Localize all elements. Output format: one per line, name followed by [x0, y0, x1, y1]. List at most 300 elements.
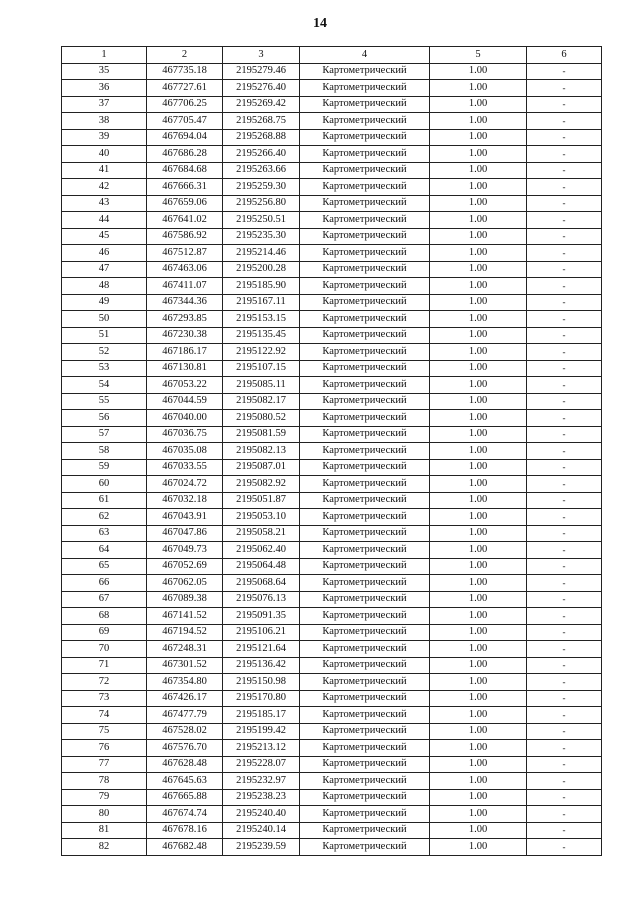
description-cell: -	[527, 278, 602, 295]
method-cell: Картометрический	[300, 839, 430, 856]
accuracy-cell: 1.00	[430, 261, 527, 278]
description-cell: -	[527, 476, 602, 493]
x-coordinate-cell: 467727.61	[147, 80, 223, 97]
x-coordinate-cell: 467052.69	[147, 558, 223, 575]
y-coordinate-cell: 2195091.35	[223, 608, 300, 625]
method-cell: Картометрический	[300, 443, 430, 460]
accuracy-cell: 1.00	[430, 624, 527, 641]
accuracy-cell: 1.00	[430, 822, 527, 839]
point-number-cell: 52	[62, 344, 147, 361]
table-row	[62, 509, 602, 526]
description-cell: -	[527, 542, 602, 559]
table-row	[62, 113, 602, 130]
accuracy-cell: 1.00	[430, 96, 527, 113]
y-coordinate-cell: 2195058.21	[223, 525, 300, 542]
method-cell: Картометрический	[300, 294, 430, 311]
table-row	[62, 591, 602, 608]
y-coordinate-cell: 2195082.92	[223, 476, 300, 493]
y-coordinate-cell: 2195136.42	[223, 657, 300, 674]
point-number-cell: 75	[62, 723, 147, 740]
description-cell: -	[527, 641, 602, 658]
table-row	[62, 377, 602, 394]
description-cell: -	[527, 195, 602, 212]
description-cell: -	[527, 443, 602, 460]
method-cell: Картометрический	[300, 162, 430, 179]
x-coordinate-cell: 467426.17	[147, 690, 223, 707]
y-coordinate-cell: 2195213.12	[223, 740, 300, 757]
x-coordinate-cell: 467035.08	[147, 443, 223, 460]
table-row	[62, 641, 602, 658]
point-number-cell: 68	[62, 608, 147, 625]
description-cell: -	[527, 773, 602, 790]
point-number-cell: 39	[62, 129, 147, 146]
x-coordinate-cell: 467705.47	[147, 113, 223, 130]
table-row	[62, 96, 602, 113]
description-cell: -	[527, 129, 602, 146]
point-number-cell: 71	[62, 657, 147, 674]
table-row	[62, 542, 602, 559]
method-cell: Картометрический	[300, 327, 430, 344]
y-coordinate-cell: 2195268.88	[223, 129, 300, 146]
point-number-cell: 35	[62, 63, 147, 80]
y-coordinate-cell: 2195240.14	[223, 822, 300, 839]
point-number-cell: 79	[62, 789, 147, 806]
x-coordinate-cell: 467674.74	[147, 806, 223, 823]
x-coordinate-cell: 467344.36	[147, 294, 223, 311]
y-coordinate-cell: 2195085.11	[223, 377, 300, 394]
y-coordinate-cell: 2195214.46	[223, 245, 300, 262]
y-coordinate-cell: 2195238.23	[223, 789, 300, 806]
method-cell: Картометрический	[300, 212, 430, 229]
table-body	[62, 63, 602, 855]
x-coordinate-cell: 467463.06	[147, 261, 223, 278]
point-number-cell: 57	[62, 426, 147, 443]
accuracy-cell: 1.00	[430, 641, 527, 658]
column-header-1: 1	[62, 47, 147, 64]
method-cell: Картометрический	[300, 657, 430, 674]
y-coordinate-cell: 2195259.30	[223, 179, 300, 196]
y-coordinate-cell: 2195263.66	[223, 162, 300, 179]
method-cell: Картометрический	[300, 311, 430, 328]
point-number-cell: 77	[62, 756, 147, 773]
accuracy-cell: 1.00	[430, 294, 527, 311]
x-coordinate-cell: 467684.68	[147, 162, 223, 179]
table-row	[62, 261, 602, 278]
method-cell: Картометрический	[300, 195, 430, 212]
accuracy-cell: 1.00	[430, 113, 527, 130]
x-coordinate-cell: 467682.48	[147, 839, 223, 856]
description-cell: -	[527, 311, 602, 328]
x-coordinate-cell: 467354.80	[147, 674, 223, 691]
table-row	[62, 344, 602, 361]
point-number-cell: 60	[62, 476, 147, 493]
point-number-cell: 64	[62, 542, 147, 559]
method-cell: Картометрический	[300, 80, 430, 97]
description-cell: -	[527, 426, 602, 443]
description-cell: -	[527, 327, 602, 344]
method-cell: Картометрический	[300, 558, 430, 575]
method-cell: Картометрический	[300, 789, 430, 806]
x-coordinate-cell: 467293.85	[147, 311, 223, 328]
point-number-cell: 78	[62, 773, 147, 790]
table-row	[62, 657, 602, 674]
description-cell: -	[527, 261, 602, 278]
method-cell: Картометрический	[300, 360, 430, 377]
accuracy-cell: 1.00	[430, 707, 527, 724]
x-coordinate-cell: 467024.72	[147, 476, 223, 493]
description-cell: -	[527, 146, 602, 163]
point-number-cell: 48	[62, 278, 147, 295]
method-cell: Картометрический	[300, 344, 430, 361]
point-number-cell: 69	[62, 624, 147, 641]
y-coordinate-cell: 2195076.13	[223, 591, 300, 608]
accuracy-cell: 1.00	[430, 212, 527, 229]
table-row	[62, 360, 602, 377]
table-row	[62, 410, 602, 427]
accuracy-cell: 1.00	[430, 806, 527, 823]
description-cell: -	[527, 822, 602, 839]
accuracy-cell: 1.00	[430, 525, 527, 542]
point-number-cell: 73	[62, 690, 147, 707]
table-row	[62, 63, 602, 80]
column-header-5: 5	[430, 47, 527, 64]
accuracy-cell: 1.00	[430, 278, 527, 295]
column-header-3: 3	[223, 47, 300, 64]
method-cell: Картометрический	[300, 113, 430, 130]
accuracy-cell: 1.00	[430, 740, 527, 757]
method-cell: Картометрический	[300, 740, 430, 757]
point-number-cell: 43	[62, 195, 147, 212]
x-coordinate-cell: 467186.17	[147, 344, 223, 361]
x-coordinate-cell: 467666.31	[147, 179, 223, 196]
y-coordinate-cell: 2195170.80	[223, 690, 300, 707]
description-cell: -	[527, 707, 602, 724]
table-row	[62, 839, 602, 856]
x-coordinate-cell: 467735.18	[147, 63, 223, 80]
description-cell: -	[527, 558, 602, 575]
method-cell: Картометрический	[300, 426, 430, 443]
accuracy-cell: 1.00	[430, 509, 527, 526]
description-cell: -	[527, 690, 602, 707]
x-coordinate-cell: 467194.52	[147, 624, 223, 641]
description-cell: -	[527, 509, 602, 526]
method-cell: Картометрический	[300, 773, 430, 790]
method-cell: Картометрический	[300, 624, 430, 641]
point-number-cell: 50	[62, 311, 147, 328]
x-coordinate-cell: 467248.31	[147, 641, 223, 658]
y-coordinate-cell: 2195053.10	[223, 509, 300, 526]
point-number-cell: 41	[62, 162, 147, 179]
description-cell: -	[527, 723, 602, 740]
y-coordinate-cell: 2195266.40	[223, 146, 300, 163]
accuracy-cell: 1.00	[430, 327, 527, 344]
y-coordinate-cell: 2195268.75	[223, 113, 300, 130]
accuracy-cell: 1.00	[430, 80, 527, 97]
method-cell: Картометрический	[300, 608, 430, 625]
point-number-cell: 51	[62, 327, 147, 344]
point-number-cell: 56	[62, 410, 147, 427]
accuracy-cell: 1.00	[430, 377, 527, 394]
point-number-cell: 45	[62, 228, 147, 245]
x-coordinate-cell: 467141.52	[147, 608, 223, 625]
description-cell: -	[527, 360, 602, 377]
point-number-cell: 66	[62, 575, 147, 592]
table-row	[62, 443, 602, 460]
x-coordinate-cell: 467044.59	[147, 393, 223, 410]
accuracy-cell: 1.00	[430, 723, 527, 740]
table-row	[62, 773, 602, 790]
table-row	[62, 459, 602, 476]
point-number-cell: 70	[62, 641, 147, 658]
x-coordinate-cell: 467694.04	[147, 129, 223, 146]
table-header-row	[62, 47, 602, 64]
x-coordinate-cell: 467641.02	[147, 212, 223, 229]
accuracy-cell: 1.00	[430, 789, 527, 806]
y-coordinate-cell: 2195250.51	[223, 212, 300, 229]
accuracy-cell: 1.00	[430, 426, 527, 443]
column-header-4: 4	[300, 47, 430, 64]
x-coordinate-cell: 467033.55	[147, 459, 223, 476]
x-coordinate-cell: 467477.79	[147, 707, 223, 724]
x-coordinate-cell: 467706.25	[147, 96, 223, 113]
table-row	[62, 294, 602, 311]
y-coordinate-cell: 2195135.45	[223, 327, 300, 344]
y-coordinate-cell: 2195121.64	[223, 641, 300, 658]
x-coordinate-cell: 467628.48	[147, 756, 223, 773]
accuracy-cell: 1.00	[430, 179, 527, 196]
point-number-cell: 63	[62, 525, 147, 542]
accuracy-cell: 1.00	[430, 657, 527, 674]
y-coordinate-cell: 2195062.40	[223, 542, 300, 559]
table-row	[62, 393, 602, 410]
description-cell: -	[527, 806, 602, 823]
description-cell: -	[527, 839, 602, 856]
point-number-cell: 76	[62, 740, 147, 757]
point-number-cell: 67	[62, 591, 147, 608]
y-coordinate-cell: 2195064.48	[223, 558, 300, 575]
x-coordinate-cell: 467049.73	[147, 542, 223, 559]
description-cell: -	[527, 740, 602, 757]
table-row	[62, 608, 602, 625]
method-cell: Картометрический	[300, 690, 430, 707]
point-number-cell: 81	[62, 822, 147, 839]
x-coordinate-cell: 467053.22	[147, 377, 223, 394]
x-coordinate-cell: 467230.38	[147, 327, 223, 344]
x-coordinate-cell: 467659.06	[147, 195, 223, 212]
description-cell: -	[527, 525, 602, 542]
y-coordinate-cell: 2195080.52	[223, 410, 300, 427]
description-cell: -	[527, 410, 602, 427]
table-row	[62, 245, 602, 262]
method-cell: Картометрический	[300, 393, 430, 410]
method-cell: Картометрический	[300, 261, 430, 278]
point-number-cell: 40	[62, 146, 147, 163]
accuracy-cell: 1.00	[430, 146, 527, 163]
x-coordinate-cell: 467678.16	[147, 822, 223, 839]
y-coordinate-cell: 2195087.01	[223, 459, 300, 476]
description-cell: -	[527, 591, 602, 608]
description-cell: -	[527, 756, 602, 773]
table-row	[62, 476, 602, 493]
accuracy-cell: 1.00	[430, 492, 527, 509]
description-cell: -	[527, 212, 602, 229]
table-row	[62, 426, 602, 443]
x-coordinate-cell: 467528.02	[147, 723, 223, 740]
table-row	[62, 492, 602, 509]
description-cell: -	[527, 377, 602, 394]
point-number-cell: 36	[62, 80, 147, 97]
method-cell: Картометрический	[300, 476, 430, 493]
x-coordinate-cell: 467062.05	[147, 575, 223, 592]
accuracy-cell: 1.00	[430, 690, 527, 707]
point-number-cell: 53	[62, 360, 147, 377]
accuracy-cell: 1.00	[430, 195, 527, 212]
method-cell: Картометрический	[300, 707, 430, 724]
description-cell: -	[527, 162, 602, 179]
method-cell: Картометрический	[300, 63, 430, 80]
method-cell: Картометрический	[300, 542, 430, 559]
method-cell: Картометрический	[300, 245, 430, 262]
column-header-2: 2	[147, 47, 223, 64]
y-coordinate-cell: 2195240.40	[223, 806, 300, 823]
point-number-cell: 37	[62, 96, 147, 113]
description-cell: -	[527, 608, 602, 625]
accuracy-cell: 1.00	[430, 608, 527, 625]
y-coordinate-cell: 2195122.92	[223, 344, 300, 361]
method-cell: Картометрический	[300, 179, 430, 196]
accuracy-cell: 1.00	[430, 773, 527, 790]
method-cell: Картометрический	[300, 459, 430, 476]
description-cell: -	[527, 294, 602, 311]
y-coordinate-cell: 2195235.30	[223, 228, 300, 245]
point-number-cell: 42	[62, 179, 147, 196]
y-coordinate-cell: 2195200.28	[223, 261, 300, 278]
table-row	[62, 806, 602, 823]
x-coordinate-cell: 467686.28	[147, 146, 223, 163]
description-cell: -	[527, 624, 602, 641]
accuracy-cell: 1.00	[430, 575, 527, 592]
table-row	[62, 740, 602, 757]
y-coordinate-cell: 2195232.97	[223, 773, 300, 790]
y-coordinate-cell: 2195279.46	[223, 63, 300, 80]
x-coordinate-cell: 467411.07	[147, 278, 223, 295]
accuracy-cell: 1.00	[430, 839, 527, 856]
accuracy-cell: 1.00	[430, 459, 527, 476]
description-cell: -	[527, 459, 602, 476]
x-coordinate-cell: 467036.75	[147, 426, 223, 443]
description-cell: -	[527, 228, 602, 245]
accuracy-cell: 1.00	[430, 245, 527, 262]
accuracy-cell: 1.00	[430, 542, 527, 559]
point-number-cell: 59	[62, 459, 147, 476]
point-number-cell: 38	[62, 113, 147, 130]
y-coordinate-cell: 2195153.15	[223, 311, 300, 328]
column-header-6: 6	[527, 47, 602, 64]
y-coordinate-cell: 2195107.15	[223, 360, 300, 377]
method-cell: Картометрический	[300, 806, 430, 823]
point-number-cell: 44	[62, 212, 147, 229]
table-row	[62, 212, 602, 229]
accuracy-cell: 1.00	[430, 674, 527, 691]
method-cell: Картометрический	[300, 492, 430, 509]
table-row	[62, 624, 602, 641]
table-row	[62, 129, 602, 146]
accuracy-cell: 1.00	[430, 63, 527, 80]
x-coordinate-cell: 467586.92	[147, 228, 223, 245]
point-number-cell: 49	[62, 294, 147, 311]
accuracy-cell: 1.00	[430, 129, 527, 146]
description-cell: -	[527, 657, 602, 674]
method-cell: Картометрический	[300, 756, 430, 773]
y-coordinate-cell: 2195106.21	[223, 624, 300, 641]
x-coordinate-cell: 467047.86	[147, 525, 223, 542]
table-row	[62, 228, 602, 245]
accuracy-cell: 1.00	[430, 344, 527, 361]
description-cell: -	[527, 63, 602, 80]
y-coordinate-cell: 2195256.80	[223, 195, 300, 212]
x-coordinate-cell: 467032.18	[147, 492, 223, 509]
table-row	[62, 179, 602, 196]
accuracy-cell: 1.00	[430, 311, 527, 328]
coordinates-table	[61, 46, 602, 856]
description-cell: -	[527, 113, 602, 130]
method-cell: Картометрический	[300, 228, 430, 245]
point-number-cell: 80	[62, 806, 147, 823]
y-coordinate-cell: 2195150.98	[223, 674, 300, 691]
description-cell: -	[527, 674, 602, 691]
table-row	[62, 575, 602, 592]
x-coordinate-cell: 467512.87	[147, 245, 223, 262]
accuracy-cell: 1.00	[430, 360, 527, 377]
method-cell: Картометрический	[300, 591, 430, 608]
method-cell: Картометрический	[300, 410, 430, 427]
description-cell: -	[527, 492, 602, 509]
y-coordinate-cell: 2195082.17	[223, 393, 300, 410]
description-cell: -	[527, 393, 602, 410]
point-number-cell: 61	[62, 492, 147, 509]
table-row	[62, 146, 602, 163]
method-cell: Картометрический	[300, 674, 430, 691]
y-coordinate-cell: 2195239.59	[223, 839, 300, 856]
method-cell: Картометрический	[300, 509, 430, 526]
x-coordinate-cell: 467043.91	[147, 509, 223, 526]
point-number-cell: 47	[62, 261, 147, 278]
y-coordinate-cell: 2195269.42	[223, 96, 300, 113]
accuracy-cell: 1.00	[430, 162, 527, 179]
accuracy-cell: 1.00	[430, 443, 527, 460]
table-row	[62, 525, 602, 542]
y-coordinate-cell: 2195185.90	[223, 278, 300, 295]
accuracy-cell: 1.00	[430, 393, 527, 410]
y-coordinate-cell: 2195081.59	[223, 426, 300, 443]
accuracy-cell: 1.00	[430, 756, 527, 773]
y-coordinate-cell: 2195276.40	[223, 80, 300, 97]
y-coordinate-cell: 2195167.11	[223, 294, 300, 311]
description-cell: -	[527, 96, 602, 113]
table-row	[62, 558, 602, 575]
x-coordinate-cell: 467301.52	[147, 657, 223, 674]
y-coordinate-cell: 2195068.64	[223, 575, 300, 592]
point-number-cell: 46	[62, 245, 147, 262]
description-cell: -	[527, 80, 602, 97]
y-coordinate-cell: 2195051.87	[223, 492, 300, 509]
accuracy-cell: 1.00	[430, 228, 527, 245]
table-row	[62, 707, 602, 724]
point-number-cell: 58	[62, 443, 147, 460]
point-number-cell: 55	[62, 393, 147, 410]
x-coordinate-cell: 467040.00	[147, 410, 223, 427]
x-coordinate-cell: 467576.70	[147, 740, 223, 757]
